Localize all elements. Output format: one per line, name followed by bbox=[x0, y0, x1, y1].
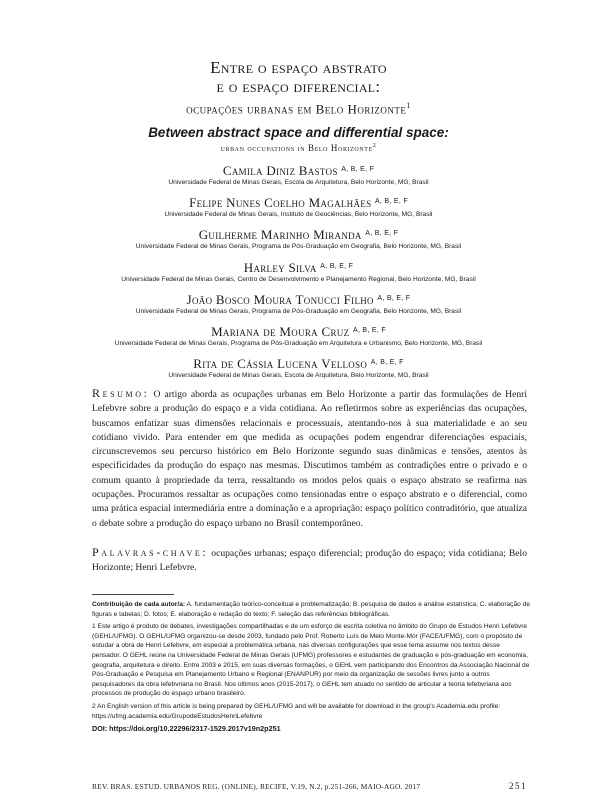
author-name: Mariana de Moura Cruz $^{A, B, E, F}$ bbox=[211, 324, 386, 339]
author-block bbox=[60, 292, 537, 316]
abstract bbox=[92, 386, 527, 531]
title-portuguese bbox=[90, 58, 507, 118]
author-name: João Bosco Moura Tonucci Filho $^{A, B, E, F}$ bbox=[186, 292, 411, 307]
page-footer bbox=[92, 782, 527, 791]
keywords-text: ocupações urbanas; espaço diferencial; produção do espaço; vida cotidiana; Belo Horizonte; Henri Lefebvre. bbox=[92, 548, 527, 574]
author-affiliation: Universidade Federal de Minas Gerais, Programa de Pós-Graduação em Geografia, Belo Horizonte, MG, Brasil bbox=[135, 243, 462, 250]
author-block bbox=[60, 260, 537, 284]
title-line-2: e o espaço diferencial: bbox=[216, 77, 381, 96]
title-english: Between abstract space and differential space: bbox=[148, 125, 449, 140]
author-block bbox=[60, 356, 537, 380]
footnote-2[interactable]: 2 An English version of this article is being prepared by GEHL/UFMG and will be available for download in the group's Academia.edu profile: https://ufmg.academia.edu/GrupodeEstudosHenriLefebvre bbox=[92, 702, 501, 720]
author-name: Camila Diniz Bastos $^{A, B, E, F}$ bbox=[222, 163, 375, 178]
author-name: Felipe Nunes Coelho Magalhães $^{A, B, E, F}$ bbox=[189, 195, 408, 210]
title-line-1: Entre o espaço abstrato bbox=[210, 58, 387, 77]
abstract-text: O artigo aborda as ocupações urbanas em Belo Horizonte a partir das formulações de Henri Lefebvre sobre a produção do espaço e a vida cotidiana. Ao refletirmos sobre as experiências das ocupações, buscamos enfatizar suas dimensões relacionais e processuais, atentando-nos à sua materialidade e ao seu cotidiano vivido. Para entender em que medida as ocupações podem engendrar diferenciações espaciais, circunscrevemos seu percurso histórico em Belo Horizonte segundo suas dinâmicas e tensões, atentos às especificidades da produção do espaço nas mesmas. Discutimos também as contradições entre o privado e o comum quanto à propriedade da terra, ressaltando os modos pelos quais o espaço abstrato se reafirma nas ocupações. Procuramos ressaltar as ocupações como tensionadas entre o espaço abstrato e o diferencial, como uma prática espacial intermediária entre a dominação e a apropriação: espaço político contraditório, que atualiza o debate sobre a produção do espaço urbano no Brasil contemporâneo. bbox=[92, 389, 527, 529]
author-name: Rita de Cássia Lucena Velloso $^{A, B, E, F}$ bbox=[193, 356, 404, 371]
author-name: Harley Silva $^{A, B, E, F}$ bbox=[243, 260, 354, 275]
author-affiliation: Universidade Federal de Minas Gerais, Programa de Pós-Graduação em Arquitetura e Urbanismo, Belo Horizonte, MG, Brasil bbox=[114, 340, 483, 347]
title-english-subtitle: urban occupations in Belo Horizonte$^2$ bbox=[220, 143, 377, 153]
keywords bbox=[92, 545, 527, 576]
author-block bbox=[60, 227, 537, 251]
author-affiliation: Universidade Federal de Minas Gerais, Escola de Arquitetura, Belo Horizonte, MG, Brasil bbox=[168, 179, 429, 186]
footnote-1: 1 Este artigo é produto de debates, investigações compartilhadas e de um esforço de escrita coletiva no âmbito do Grupo de Estudos Henri Lefebvre (GEHL/UFMG). O GEHL/UFMG organizou-se desde 2003, fundado pelo Prof. Roberto Luís de Melo Monte-Mór (FACE/UFMG), com o propósito de estudar a obra de Henri Lefebvre, em especial a problemática urbana, nas diversas configurações que esse tema assume nos textos desse pensador. O GEHL reúne na Universidade Federal de Minas Gerais (UFMG) professores e estudantes de graduação e pós-graduação em economia, geografia, arquitetura e direito. Entre 2003 e 2015, em suas diversas formações, o GEHL vem participando dos Encontros da Associação Nacional de Pós-Graduação e Pesquisa em Planejamento Urbano e Regional (ENANPUR) por meio da organização de sessões livres junto a outros pesquisadores da obra lefebvriana no Brasil. Nos últimos anos (2015-2017), o GEHL tem atuado no sentido de articular a teoria lefebvriana aos processos de produção do espaço urbano brasileiro. bbox=[92, 623, 530, 698]
author-block bbox=[60, 163, 537, 187]
doi-link[interactable]: DOI: https://doi.org/10.22296/2317-1529.2017v19n2p251 bbox=[92, 724, 281, 734]
footnote-divider bbox=[92, 594, 174, 595]
author-block bbox=[60, 195, 537, 219]
footnote-ref-2[interactable]: 2 bbox=[372, 143, 377, 149]
author-affiliation: Universidade Federal de Minas Gerais, Centro de Desenvolvimento e Planejamento Regional, Belo Horizonte, MG, Brasil bbox=[121, 276, 476, 283]
author-affiliation: Universidade Federal de Minas Gerais, Programa de Pós-Graduação em Geografia, Belo Horizonte, MG, Brasil bbox=[135, 308, 462, 315]
abstract-label: Resumo: bbox=[92, 386, 150, 400]
keywords-label: Palavras-chave: bbox=[92, 545, 209, 559]
footnote-ref-1[interactable]: 1 bbox=[406, 101, 411, 110]
author-affiliation: Universidade Federal de Minas Gerais, Escola de Arquitetura, Belo Horizonte, MG, Brasil bbox=[168, 372, 429, 379]
footnotes bbox=[92, 600, 530, 737]
title-subtitle: ocupações urbanas em Belo Horizonte$^1$ bbox=[186, 101, 411, 117]
journal-citation: REV. BRAS. ESTUD. URBANOS REG. (ONLINE), RECIFE, V.19, N.2, p.251-266, MAIO-AGO. 2017 bbox=[92, 782, 421, 791]
author-contributions: Contribuição de cada autor/a: A. fundamentação teórico-conceitual e problematização; B. pesquisa de dados e análise estatística; C. elaboração de figuras e tabelas; D. fotos; E. elaboração e redação do texto; F. seleção das referências bibliográficas. bbox=[92, 601, 530, 618]
author-name: Guilherme Marinho Miranda $^{A, B, E, F}$ bbox=[198, 227, 399, 242]
author-block bbox=[60, 324, 537, 348]
author-affiliation: Universidade Federal de Minas Gerais, Instituto de Geociências, Belo Horizonte, MG, Brasil bbox=[164, 211, 433, 218]
page-number: 251 bbox=[509, 781, 527, 791]
